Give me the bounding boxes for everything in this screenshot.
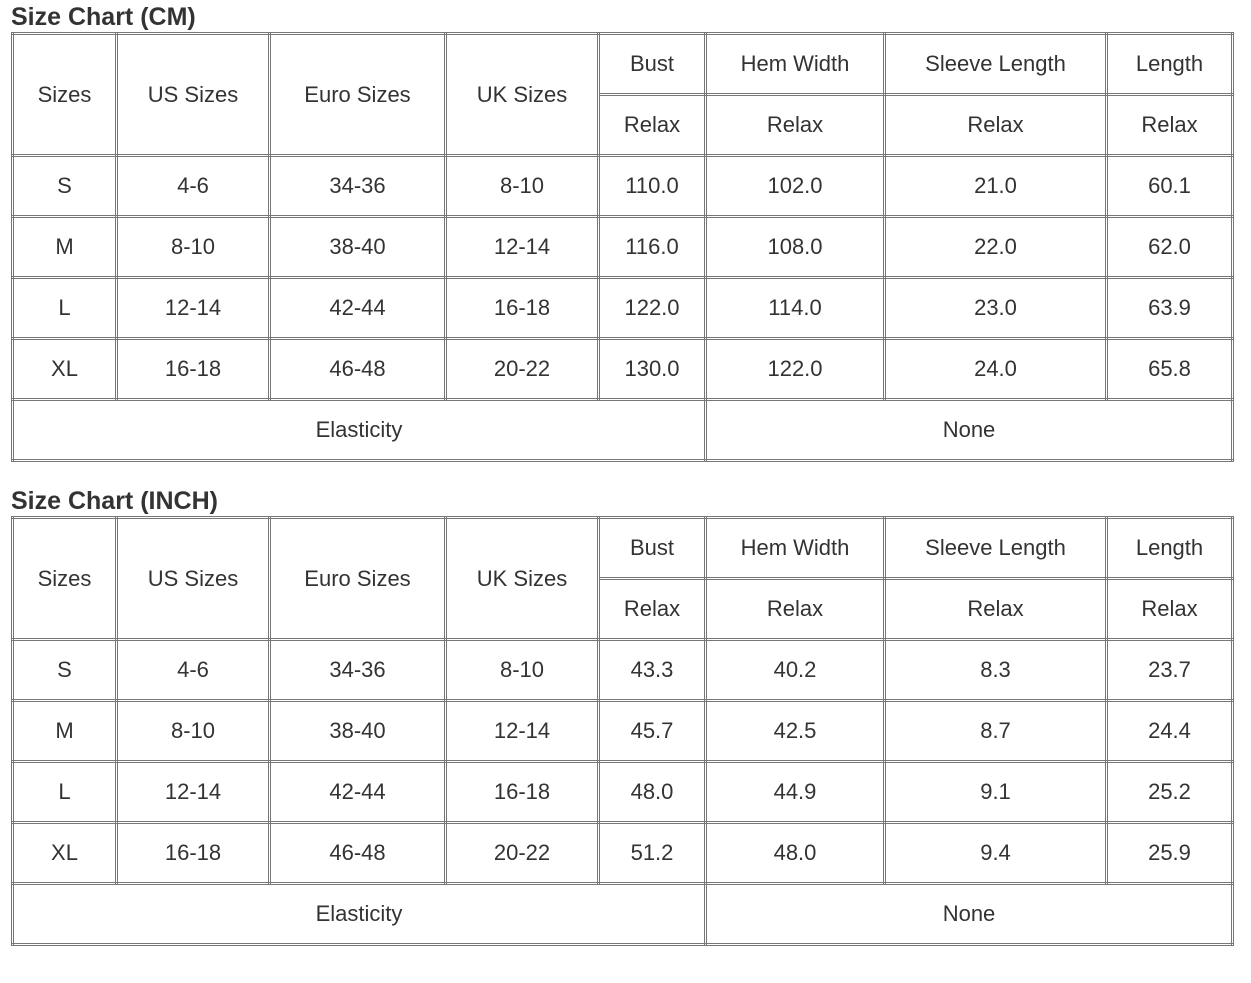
table-cell: 34-36 [270,156,446,217]
subheader-cell: Relax [706,95,885,156]
table-row [13,640,1233,701]
table-cell: 8-10 [117,701,270,762]
table-cell: XL [13,339,117,400]
table-cell: 42.5 [706,701,885,762]
table-cell: M [13,701,117,762]
table-cell: 24.4 [1107,701,1233,762]
subheader-cell: Relax [706,579,885,640]
table-row [13,339,1233,400]
table-cell: 40.2 [706,640,885,701]
table-cell: S [13,640,117,701]
elasticity-label: Elasticity [13,400,706,461]
header-cell: Sleeve Length [885,518,1107,579]
table-cell: 122.0 [706,339,885,400]
table-cell: 42-44 [270,278,446,339]
table-cell: 12-14 [446,701,599,762]
table-cell: 63.9 [1107,278,1233,339]
table-cell: 16-18 [446,278,599,339]
elasticity-value: None [706,400,1233,461]
table-row [13,701,1233,762]
subheader-cell: Relax [599,95,706,156]
table-cell: 43.3 [599,640,706,701]
table-cell: 16-18 [446,762,599,823]
table-cell: 60.1 [1107,156,1233,217]
table-cell: 20-22 [446,823,599,884]
table-cell: 38-40 [270,217,446,278]
table-cell: 4-6 [117,640,270,701]
table-cell: 102.0 [706,156,885,217]
subheader-cell: Relax [1107,95,1233,156]
header-cell: US Sizes [117,34,270,156]
table-cell: 21.0 [885,156,1107,217]
table-cell: 12-14 [446,217,599,278]
table-cell: 12-14 [117,762,270,823]
table-cell: 42-44 [270,762,446,823]
elasticity-label: Elasticity [13,884,706,945]
table-cell: 23.7 [1107,640,1233,701]
footer-row [13,884,1233,945]
header-cell: Sizes [13,34,117,156]
table-cell: 8.3 [885,640,1107,701]
table-cell: 4-6 [117,156,270,217]
table-row [13,823,1233,884]
table-cell: L [13,762,117,823]
table-cell: 8-10 [117,217,270,278]
table-cell: 51.2 [599,823,706,884]
header-row [13,34,1233,95]
size-chart-inch [11,486,1234,946]
table-cell: 108.0 [706,217,885,278]
table-cell: 48.0 [599,762,706,823]
header-cell: Euro Sizes [270,34,446,156]
elasticity-value: None [706,884,1233,945]
header-cell: Hem Width [706,518,885,579]
header-cell: Euro Sizes [270,518,446,640]
header-cell: US Sizes [117,518,270,640]
table-cell: 25.9 [1107,823,1233,884]
table-cell: 16-18 [117,823,270,884]
table-cell: 24.0 [885,339,1107,400]
table-cell: 65.8 [1107,339,1233,400]
subheader-cell: Relax [885,95,1107,156]
table-cell: 38-40 [270,701,446,762]
header-cell: Sleeve Length [885,34,1107,95]
table-row [13,762,1233,823]
header-cell: Bust [599,34,706,95]
header-cell: Sizes [13,518,117,640]
subheader-cell: Relax [1107,579,1233,640]
table-cell: M [13,217,117,278]
table-cell: 116.0 [599,217,706,278]
header-cell: UK Sizes [446,518,599,640]
table-cell: 130.0 [599,339,706,400]
table-cell: 46-48 [270,339,446,400]
table-cell: S [13,156,117,217]
size-chart-cm [11,2,1234,462]
table-cell: L [13,278,117,339]
table-cell: 8-10 [446,156,599,217]
table-cell: XL [13,823,117,884]
header-cell: Hem Width [706,34,885,95]
table-cell: 34-36 [270,640,446,701]
chart-title: Size Chart (CM) [11,3,196,31]
table-row [13,217,1233,278]
header-cell: Length [1107,34,1233,95]
table-cell: 114.0 [706,278,885,339]
table-cell: 122.0 [599,278,706,339]
table-cell: 20-22 [446,339,599,400]
footer-row [13,400,1233,461]
table-cell: 62.0 [1107,217,1233,278]
table-cell: 9.1 [885,762,1107,823]
header-cell: Bust [599,518,706,579]
table-cell: 16-18 [117,339,270,400]
table-cell: 45.7 [599,701,706,762]
chart-title: Size Chart (INCH) [11,487,218,515]
size-table [11,516,1234,946]
table-cell: 48.0 [706,823,885,884]
header-row [13,518,1233,579]
header-cell: Length [1107,518,1233,579]
table-cell: 44.9 [706,762,885,823]
table-cell: 9.4 [885,823,1107,884]
subheader-cell: Relax [599,579,706,640]
size-table [11,32,1234,462]
table-cell: 110.0 [599,156,706,217]
table-row [13,278,1233,339]
table-cell: 25.2 [1107,762,1233,823]
table-cell: 46-48 [270,823,446,884]
table-cell: 8-10 [446,640,599,701]
table-cell: 8.7 [885,701,1107,762]
table-cell: 23.0 [885,278,1107,339]
table-cell: 12-14 [117,278,270,339]
subheader-cell: Relax [885,579,1107,640]
header-cell: UK Sizes [446,34,599,156]
table-cell: 22.0 [885,217,1107,278]
table-row [13,156,1233,217]
